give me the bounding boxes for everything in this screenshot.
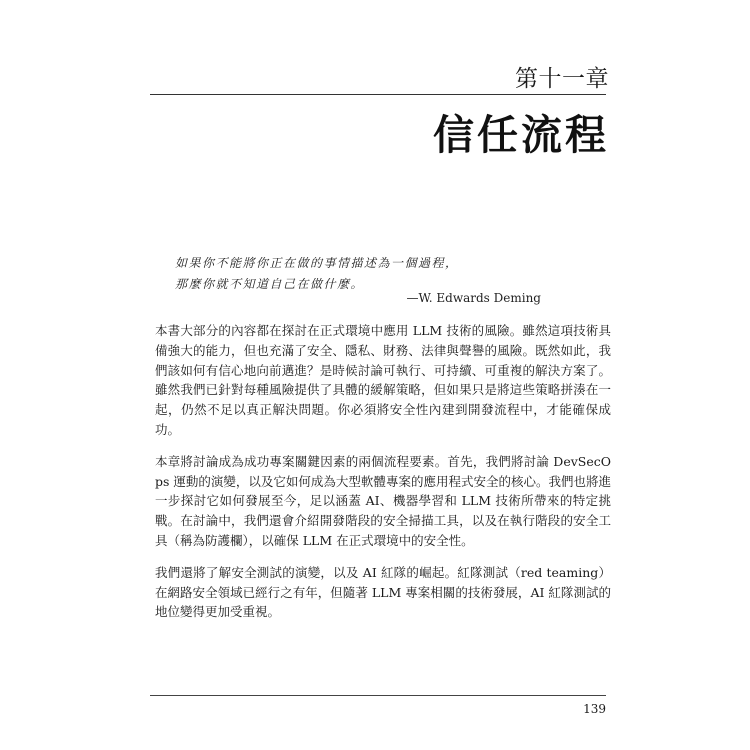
chapter-header-rule (150, 94, 606, 95)
epigraph-line: 那麼你就不知道自己在做什麼。 (175, 277, 365, 291)
body-paragraph: 本書大部分的內容都在探討在正式環境中應用 LLM 技術的風險。雖然這項技術具備強大的能力，但也充滿了安全、隱私、財務、法律與聲譽的風險。既然如此，我們該如何有信心地向前邁進？是時候討論可執行、可持續、可重複的解決方案了。雖然我們已針對每種風險提供了具體的緩解策略，但如果只是將這些策略拼湊在一起，仍然不足以真正解決問題。你必須將安全性內建到開發流程中，才能確保成功。 (155, 323, 611, 437)
footer-rule (150, 695, 606, 696)
body-paragraph: 本章將討論成為成功專案關鍵因素的兩個流程要素。首先，我們將討論 DevSecOps 運動的演變，以及它如何成為大型軟體專案的應用程式安全的核心。我們也將進一步探討它如何發展至今，足以涵蓋 AI、機器學習和 LLM 技術所帶來的特定挑戰。在討論中，我們還會介紹開發階段的安全掃描工具，以及在執行階段的安全工具（稱為防護欄），以確保 LLM 在正式環境中的安全性。 (155, 453, 611, 548)
body-paragraph: 我們還將了解安全測試的演變，以及 AI 紅隊的崛起。紅隊測試（red teaming）在網路安全領域已經行之有年，但隨著 LLM 專案相關的技術發展，AI 紅隊測試的地位變得更加受重視。 (155, 564, 611, 620)
chapter-body (155, 321, 611, 634)
epigraph-attribution: —W. Edwards Deming (406, 291, 541, 305)
chapter-title: 信任流程 (433, 111, 609, 159)
epigraph-line: 如果你不能將你正在做的事情描述為一個過程， (175, 256, 459, 270)
chapter-label: 第十一章 (515, 66, 609, 92)
epigraph-quote (175, 253, 575, 295)
page-number: 139 (583, 702, 606, 716)
